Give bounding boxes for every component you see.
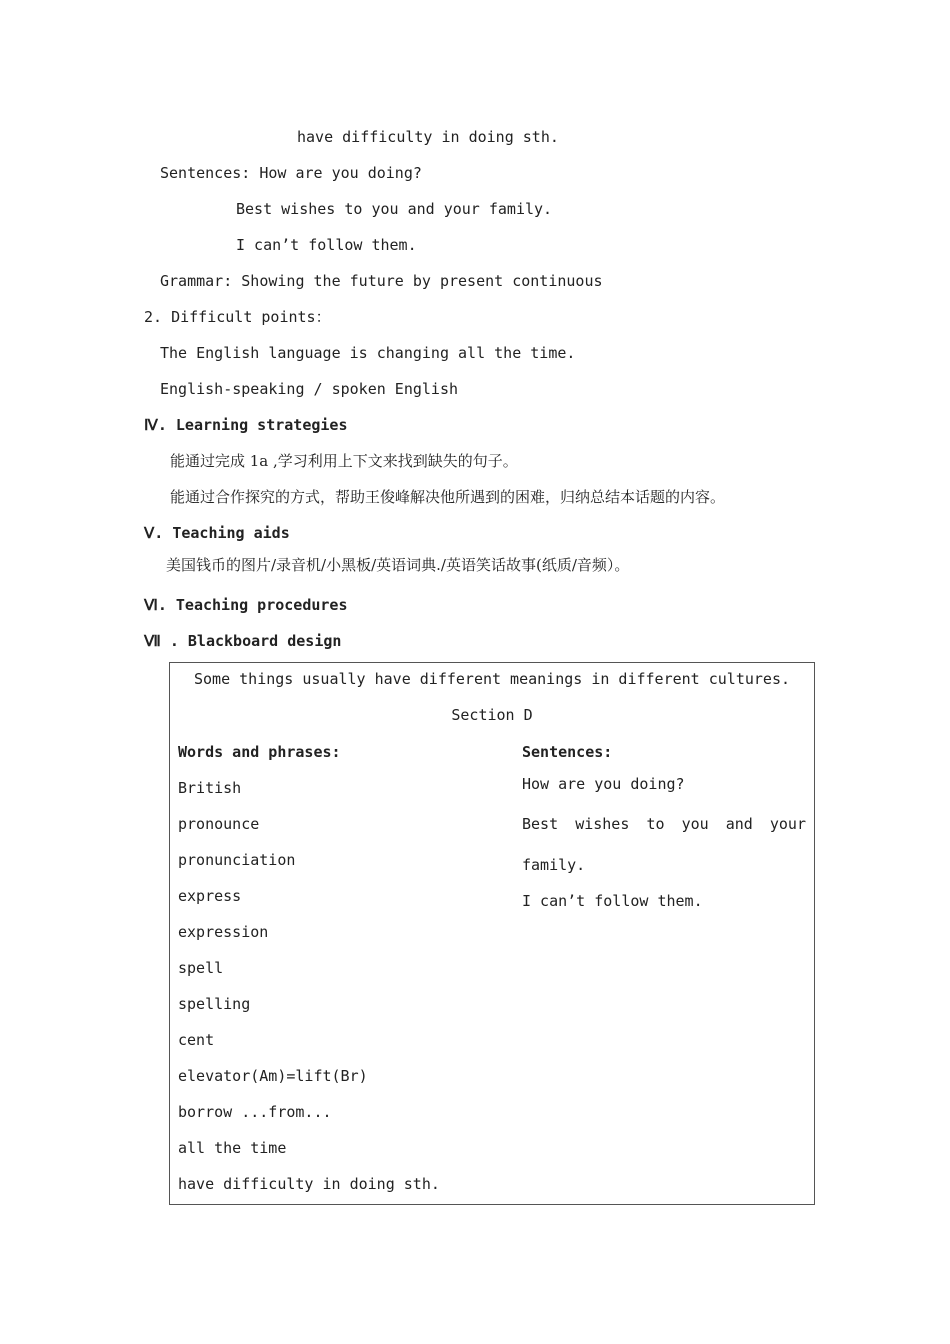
sentence-word: wishes: [575, 815, 630, 833]
word-item: cent: [178, 1031, 215, 1049]
sentence-item-continued: family.: [522, 856, 586, 874]
word-item: spelling: [178, 995, 251, 1013]
section-heading-teaching-aids: Ⅴ. Teaching aids: [144, 524, 290, 542]
section-heading-teaching-procedures: Ⅵ. Teaching procedures: [144, 596, 348, 614]
word-item: all the time: [178, 1139, 287, 1157]
word-item: pronunciation: [178, 851, 296, 869]
sentence-word: Best: [522, 815, 559, 833]
sentence-item-justified: [522, 814, 806, 834]
difficult-point-line: English-speaking / spoken English: [160, 380, 459, 398]
word-item: British: [178, 779, 242, 797]
strategy-paragraph: 能通过合作探究的方式，帮助王俊峰解决他所遇到的困难，归纳总结本话题的内容。: [170, 488, 726, 506]
section-heading-learning-strategies: Ⅳ. Learning strategies: [144, 416, 348, 434]
word-item: elevator(Am)=lift(Br): [178, 1067, 368, 1085]
sentence-item: I can’t follow them.: [522, 892, 703, 910]
word-item: express: [178, 887, 242, 905]
phrase-line: have difficulty in doing sth.: [297, 128, 559, 146]
sentence-line: Best wishes to you and your family.: [236, 200, 553, 218]
sentence-item: How are you doing?: [522, 775, 685, 793]
section-heading-blackboard-design: Ⅶ . Blackboard design: [144, 632, 342, 650]
sentence-word: to: [646, 815, 665, 833]
blackboard-table: [169, 662, 815, 1205]
teaching-aids-paragraph: 美国钱币的图片/录音机/小黑板/英语词典./英语笑话故事(纸质/音频）。: [166, 556, 630, 574]
sentences-heading: Sentences:: [522, 743, 613, 761]
word-item: spell: [178, 959, 224, 977]
grammar-line: Grammar: Showing the future by present continuous: [160, 272, 603, 290]
sentences-line: Sentences: How are you doing?: [160, 164, 422, 182]
sentence-word: your: [769, 815, 806, 833]
sentence-word: you: [681, 815, 709, 833]
board-subtitle: Section D: [451, 706, 533, 724]
word-item: expression: [178, 923, 269, 941]
strategy-paragraph: 能通过完成 1a ,学习利用上下文来找到缺失的句子。: [170, 452, 518, 470]
word-item: borrow ...from...: [178, 1103, 332, 1121]
difficult-points-heading: 2. Difficult points：: [144, 308, 331, 326]
sentence-word: and: [725, 815, 753, 833]
word-item: pronounce: [178, 815, 260, 833]
difficult-point-line: The English language is changing all the time.: [160, 344, 576, 362]
sentence-line: I can’t follow them.: [236, 236, 417, 254]
board-title: Some things usually have different meanings in different cultures.: [193, 670, 791, 688]
word-item: have difficulty in doing sth.: [178, 1175, 440, 1193]
words-heading: Words and phrases:: [178, 743, 341, 761]
